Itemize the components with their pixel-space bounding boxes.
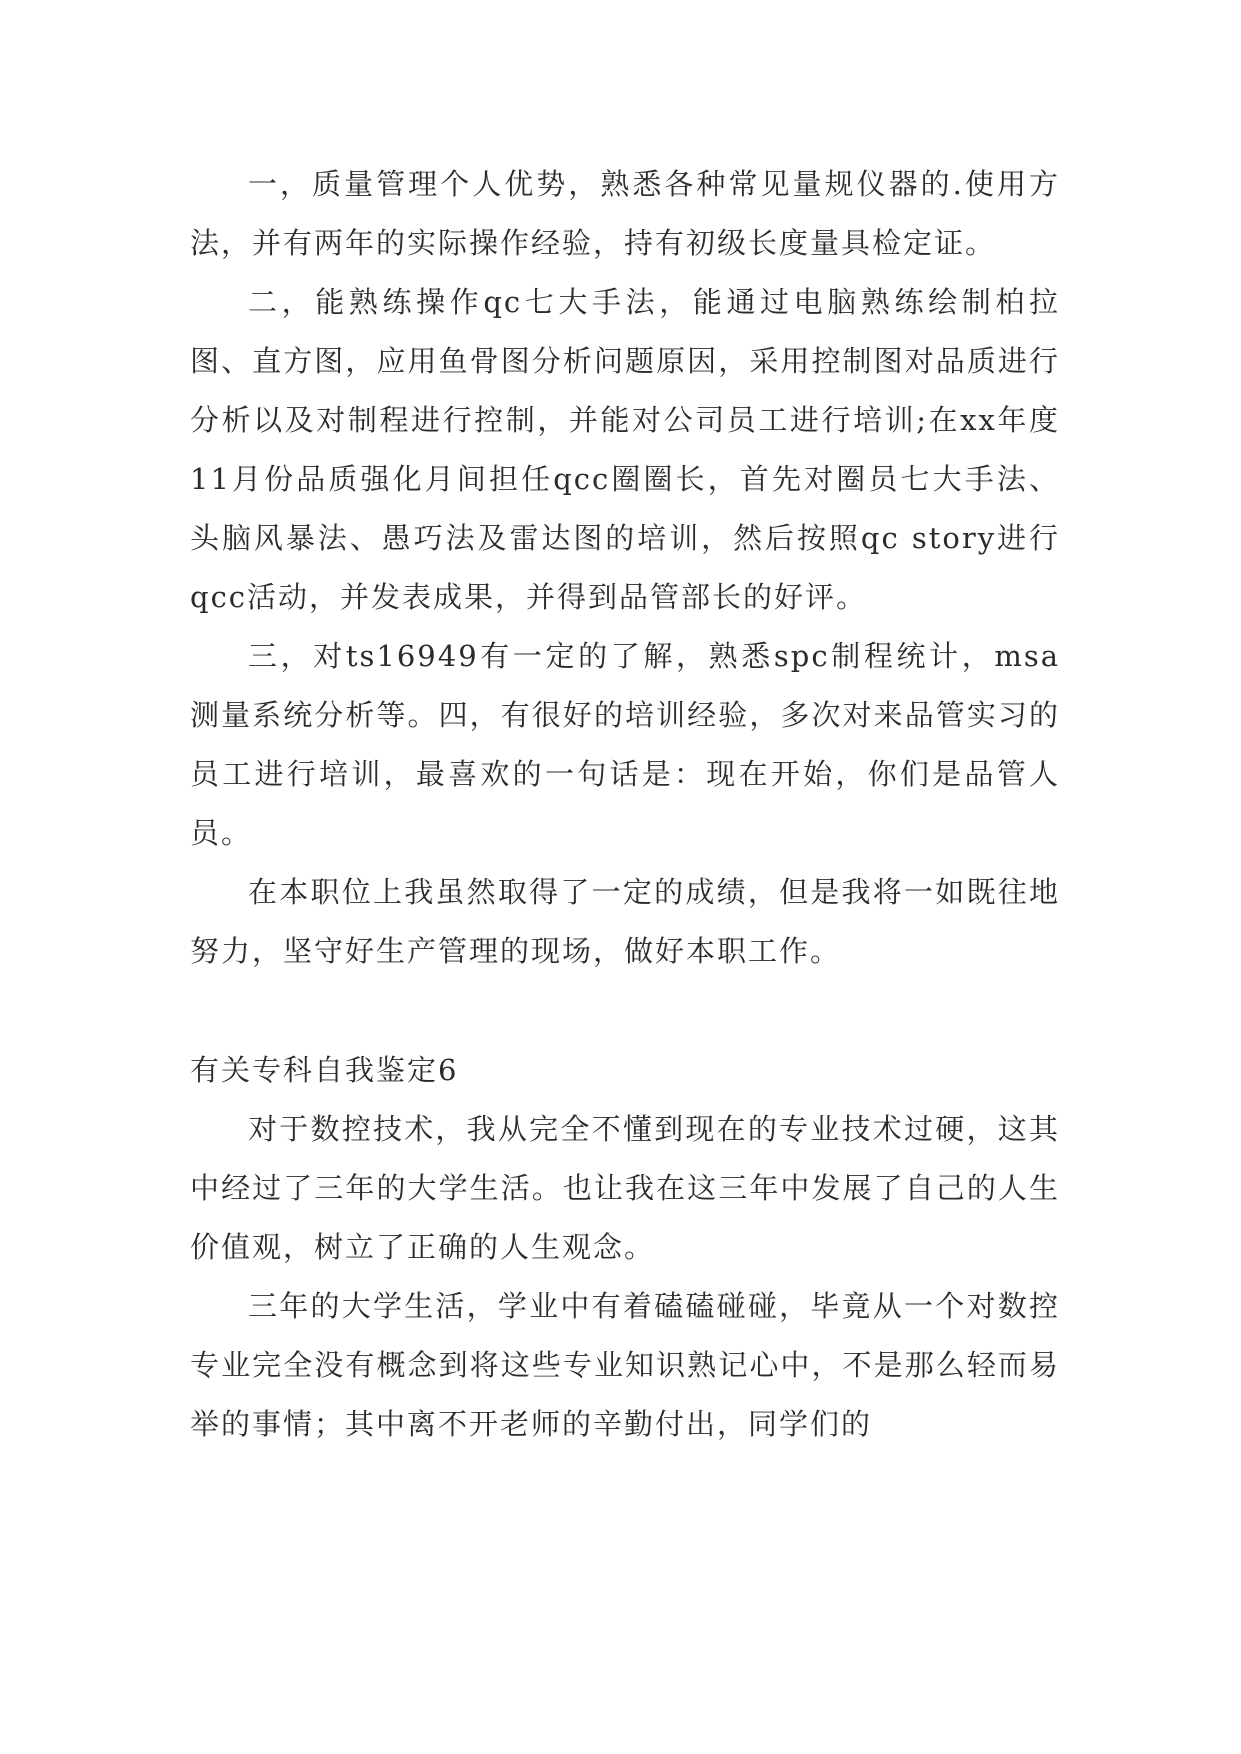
section-heading: 有关专科自我鉴定6 [190, 1053, 459, 1087]
document-body [190, 155, 1060, 1454]
paragraph-qc-methods: 二，能熟练操作qc七大手法，能通过电脑熟练绘制柏拉图、直方图，应用鱼骨图分析问题原因，采用控制图对品质进行分析以及对制程进行控制，并能对公司员工进行培训;在xx年度11月份品质强化月间担任qcc圈圈长，首先对圈员七大手法、头脑风暴法、愚巧法及雷达图的培训，然后按照qc story进行qcc活动，并发表成果，并得到品管部长的好评。 [190, 285, 1060, 614]
paragraph-college-life: 三年的大学生活，学业中有着磕磕碰碰，毕竟从一个对数控专业完全没有概念到将这些专业知识熟记心中，不是那么轻而易举的事情；其中离不开老师的辛勤付出，同学们的 [190, 1289, 1060, 1441]
paragraph-quality-advantage: 一，质量管理个人优势，熟悉各种常见量规仪器的.使用方法，并有两年的实际操作经验，持有初级长度量具检定证。 [190, 167, 1060, 260]
paragraph-cnc-intro: 对于数控技术，我从完全不懂到现在的专业技术过硬，这其中经过了三年的大学生活。也让我在这三年中发展了自己的人生价值观，树立了正确的人生观念。 [190, 1112, 1060, 1264]
paragraph-conclusion: 在本职位上我虽然取得了一定的成绩，但是我将一如既往地努力，坚守好生产管理的现场，做好本职工作。 [190, 875, 1060, 968]
paragraph-ts16949: 三，对ts16949有一定的了解，熟悉spc制程统计，msa测量系统分析等。四，有很好的培训经验，多次对来品管实习的员工进行培训，最喜欢的一句话是：现在开始，你们是品管人员。 [190, 639, 1060, 850]
